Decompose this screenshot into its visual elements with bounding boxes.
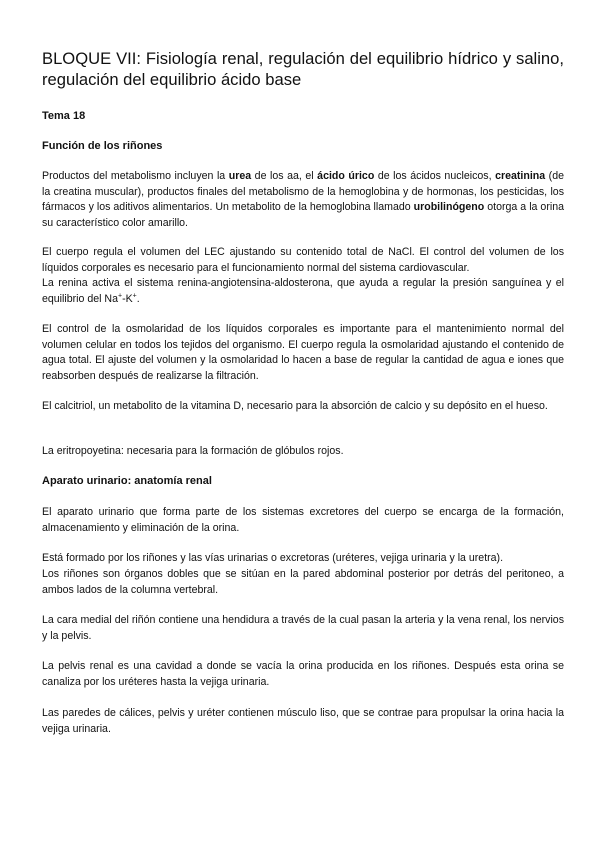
text-span: . — [136, 292, 140, 305]
text-span: (de la creatina muscular), productos finales del metabolismo de la hemoglobina y de hormonas, los pesticidas, los fármacos y los aditivos alimentarios. Un metabolito de la hemoglobina llamado — [42, 170, 564, 214]
paragraph-smooth-muscle: Las paredes de cálices, pelvis y uréter contienen músculo liso, que se contrae para propulsar la orina hacia la vejiga urinaria. — [42, 707, 564, 735]
document-title: BLOQUE VII: Fisiología renal, regulación del equilibrio hídrico y salino, regulación del equilibrio ácido base — [42, 49, 564, 89]
text-span: de los aa, el — [251, 170, 318, 182]
paragraph-renin — [42, 276, 564, 307]
superscript-plus: + — [132, 292, 137, 300]
section-heading-kidney-function: Función de los riñones — [42, 140, 163, 152]
paragraph-lec-volume: El cuerpo regula el volumen del LEC ajustando su contenido total de NaCl. El control del volumen de los líquidos corporales es necesario para el funcionamiento normal del sistema cardiovascular. — [42, 246, 564, 274]
paragraph-osmolarity: El control de la osmolaridad de los líquidos corporales es importante para el mantenimiento normal del volumen celular en todos los tejidos del organismo. El cuerpo regula la osmolaridad ajustando el contenido de agua total. El ajuste del volumen y la osmolaridad lo hacen a base de regular la cantidad de agua e iones que reabsorben después de realizarse la filtración. — [42, 323, 564, 382]
paragraph-calcitriol: El calcitriol, un metabolito de la vitamina D, necesario para la absorción de calcio y su depósito en el hueso. — [42, 400, 548, 412]
superscript-plus: + — [117, 292, 123, 300]
text-span: otorga a la orina su característico color amarillo. — [42, 201, 564, 229]
text-span: Productos del metabolismo incluyen la — [42, 170, 229, 182]
paragraph-urinary-composition: Está formado por los riñones y las vías urinarias o excretoras (uréteres, vejiga urinaria y la uretra). — [42, 552, 504, 564]
text-span: -K — [122, 292, 133, 305]
paragraph-kidney-medial-face: La cara medial del riñón contiene una hendidura a través de la cual pasan la arteria y la vena renal, los nervios y la pelvis. — [42, 614, 564, 642]
term-creatinine: creatinina — [495, 170, 546, 182]
section-heading-urinary-anatomy: Aparato urinario: anatomía renal — [42, 475, 212, 487]
paragraph-metabolism-products — [42, 169, 564, 231]
term-urobilinogen: urobilinógeno — [413, 201, 485, 214]
term-urea: urea — [228, 170, 252, 182]
term-uric-acid: ácido úrico — [317, 170, 375, 182]
text-span: La renina activa el sistema renina-angiotensina-aldosterona, que ayuda a regular la presión sanguínea y el equilibrio del Na — [42, 277, 564, 305]
paragraph-kidney-location: Los riñones son órganos dobles que se sitúan en la pared abdominal posterior por detrás del peritoneo, a ambos lados de la columna vertebral. — [42, 568, 564, 596]
paragraph-renal-pelvis: La pelvis renal es una cavidad a donde se vacía la orina producida en los riñones. Después esta orina se canaliza por los uréteres hasta la vejiga urinaria. — [42, 660, 564, 688]
topic-label: Tema 18 — [42, 110, 86, 122]
paragraph-urinary-system: El aparato urinario que forma parte de los sistemas excretores del cuerpo se encarga de la formación, almacenamiento y eliminación de la orina. — [42, 506, 564, 534]
text-span: de los ácidos nucleicos, — [374, 170, 496, 182]
paragraph-erythropoietin: La eritropoyetina: necesaria para la formación de glóbulos rojos. — [42, 445, 344, 457]
